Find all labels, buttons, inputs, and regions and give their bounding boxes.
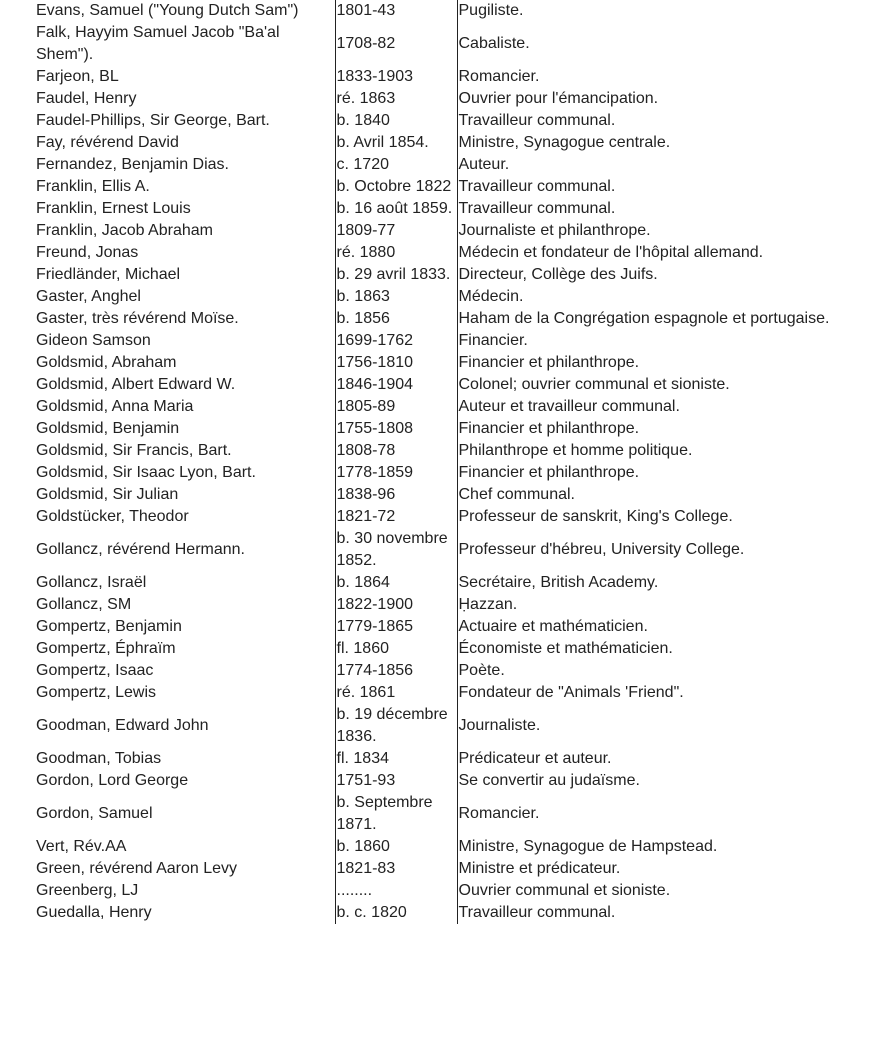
description-cell: Chef communal. (458, 486, 575, 503)
date-cell: 1822-1900 (335, 594, 457, 616)
name-cell: Farjeon, BL (36, 68, 119, 85)
name-cell: Franklin, Jacob Abraham (36, 222, 213, 239)
name-cell: Vert, Rév.AA (36, 838, 127, 855)
description-cell: Prédicateur et auteur. (458, 750, 612, 767)
name-cell: Falk, Hayyim Samuel Jacob "Ba'al Shem"). (36, 24, 280, 63)
description-cell: Ouvrier pour l'émancipation. (458, 90, 659, 107)
description-cell: Romancier. (458, 68, 540, 85)
description-cell: Financier et philanthrope. (458, 420, 640, 437)
date-cell: 1805-89 (335, 396, 457, 418)
name-cell: Gollancz, révérend Hermann. (36, 541, 245, 558)
name-cell: Goldsmid, Albert Edward W. (36, 376, 236, 393)
table-row (0, 528, 874, 572)
date-cell: 1833-1903 (335, 66, 457, 88)
description-cell: Cabaliste. (458, 35, 530, 52)
name-cell: Faudel-Phillips, Sir George, Bart. (36, 112, 270, 129)
name-cell: Gideon Samson (36, 332, 151, 349)
table-row (0, 242, 874, 264)
date-cell: 1809-77 (335, 220, 457, 242)
table-row (0, 704, 874, 748)
description-cell: Journaliste et philanthrope. (458, 222, 651, 239)
description-cell: Ministre, Synagogue centrale. (458, 134, 671, 151)
date-cell: ré. 1880 (335, 242, 457, 264)
description-cell: Journaliste. (458, 717, 541, 734)
table-row (0, 308, 874, 330)
description-cell: Colonel; ouvrier communal et sioniste. (458, 376, 730, 393)
table-row (0, 616, 874, 638)
date-cell: b. 1840 (335, 110, 457, 132)
description-cell: Auteur. (458, 156, 510, 173)
name-cell: Fernandez, Benjamin Dias. (36, 156, 229, 173)
table-row (0, 154, 874, 176)
date-cell: 1808-78 (335, 440, 457, 462)
name-cell: Franklin, Ernest Louis (36, 200, 191, 217)
name-cell: Gordon, Lord George (36, 772, 189, 789)
date-cell: b. 1856 (335, 308, 457, 330)
table-row (0, 396, 874, 418)
date-cell: b. c. 1820 (335, 902, 457, 924)
table-row (0, 110, 874, 132)
name-cell: Fay, révérend David (36, 134, 179, 151)
date-cell: 1755-1808 (335, 418, 457, 440)
description-cell: Ḥazzan. (458, 596, 518, 613)
date-cell: c. 1720 (335, 154, 457, 176)
date-cell: 1821-83 (335, 858, 457, 880)
date-cell: 1838-96 (335, 484, 457, 506)
name-cell: Goodman, Tobias (36, 750, 162, 767)
description-cell: Travailleur communal. (458, 200, 616, 217)
table-row (0, 220, 874, 242)
description-cell: Ouvrier communal et sioniste. (458, 882, 671, 899)
table-row (0, 462, 874, 484)
table-row (0, 880, 874, 902)
date-cell: 1821-72 (335, 506, 457, 528)
description-cell: Ministre, Synagogue de Hampstead. (458, 838, 718, 855)
table-row (0, 66, 874, 88)
description-cell: Économiste et mathématicien. (458, 640, 673, 657)
date-cell: ré. 1861 (335, 682, 457, 704)
description-cell: Professeur d'hébreu, University College. (458, 541, 745, 558)
name-cell: Goldstücker, Theodor (36, 508, 189, 525)
description-cell: Se convertir au judaïsme. (458, 772, 640, 789)
table-row (0, 836, 874, 858)
description-cell: Ministre et prédicateur. (458, 860, 621, 877)
date-cell: b. Octobre 1822 (335, 176, 457, 198)
date-cell: b. 1860 (335, 836, 457, 858)
date-cell: fl. 1860 (335, 638, 457, 660)
table-row (0, 484, 874, 506)
name-cell: Franklin, Ellis A. (36, 178, 150, 195)
table-row (0, 88, 874, 110)
date-cell: b. 16 août 1859. (335, 198, 457, 220)
description-cell: Travailleur communal. (458, 178, 616, 195)
name-cell: Green, révérend Aaron Levy (36, 860, 238, 877)
name-cell: Gompertz, Benjamin (36, 618, 182, 635)
description-cell: Haham de la Congrégation espagnole et portugaise. (458, 310, 830, 327)
name-cell: Friedländer, Michael (36, 266, 181, 283)
name-cell: Evans, Samuel ("Young Dutch Sam") (36, 2, 299, 19)
table-row (0, 770, 874, 792)
date-cell: 1846-1904 (335, 374, 457, 396)
table-row (0, 506, 874, 528)
name-cell: Goodman, Edward John (36, 717, 209, 734)
description-cell: Pugiliste. (458, 2, 524, 19)
description-cell: Poète. (458, 662, 505, 679)
table-row (0, 330, 874, 352)
date-cell: 1774-1856 (335, 660, 457, 682)
name-cell: Goldsmid, Anna Maria (36, 398, 194, 415)
date-cell: b. 1864 (335, 572, 457, 594)
date-cell: b. 29 avril 1833. (335, 264, 457, 286)
name-cell: Goldsmid, Sir Francis, Bart. (36, 442, 232, 459)
description-cell: Financier et philanthrope. (458, 464, 640, 481)
date-cell: 1708-82 (335, 22, 457, 66)
description-cell: Travailleur communal. (458, 112, 616, 129)
description-cell: Romancier. (458, 805, 540, 822)
description-cell: Directeur, Collège des Juifs. (458, 266, 658, 283)
name-cell: Gordon, Samuel (36, 805, 153, 822)
name-cell: Goldsmid, Benjamin (36, 420, 180, 437)
name-cell: Gompertz, Isaac (36, 662, 154, 679)
description-cell: Professeur de sanskrit, King's College. (458, 508, 733, 525)
date-cell: fl. 1834 (335, 748, 457, 770)
name-cell: Gollancz, SM (36, 596, 132, 613)
table-row (0, 858, 874, 880)
table-row (0, 22, 874, 66)
table-row (0, 440, 874, 462)
description-cell: Médecin et fondateur de l'hôpital allemand. (458, 244, 764, 261)
date-cell: 1779-1865 (335, 616, 457, 638)
description-cell: Travailleur communal. (458, 904, 616, 921)
table-row (0, 0, 874, 22)
table-row (0, 132, 874, 154)
table-row (0, 418, 874, 440)
description-cell: Financier et philanthrope. (458, 354, 640, 371)
table-row (0, 792, 874, 836)
date-cell: ........ (335, 880, 457, 902)
date-cell: 1778-1859 (335, 462, 457, 484)
name-cell: Goldsmid, Sir Julian (36, 486, 179, 503)
table-row (0, 572, 874, 594)
name-cell: Gompertz, Éphraïm (36, 640, 176, 657)
date-cell: b. Septembre 1871. (335, 792, 457, 836)
table-row (0, 638, 874, 660)
date-cell: ré. 1863 (335, 88, 457, 110)
name-cell: Goldsmid, Sir Isaac Lyon, Bart. (36, 464, 256, 481)
date-cell: b. 30 novembre 1852. (335, 528, 457, 572)
table-row (0, 594, 874, 616)
description-cell: Financier. (458, 332, 528, 349)
date-cell: b. 19 décembre 1836. (335, 704, 457, 748)
name-cell: Goldsmid, Abraham (36, 354, 177, 371)
table-row (0, 176, 874, 198)
name-cell: Guedalla, Henry (36, 904, 152, 921)
date-cell: 1801-43 (335, 0, 457, 22)
table-row (0, 286, 874, 308)
name-cell: Faudel, Henry (36, 90, 137, 107)
name-cell: Gaster, très révérend Moïse. (36, 310, 239, 327)
table-row (0, 198, 874, 220)
date-cell: 1751-93 (335, 770, 457, 792)
description-cell: Philanthrope et homme politique. (458, 442, 693, 459)
name-cell: Gollancz, Israël (36, 574, 147, 591)
description-cell: Auteur et travailleur communal. (458, 398, 680, 415)
name-cell: Gaster, Anghel (36, 288, 141, 305)
date-cell: 1699-1762 (335, 330, 457, 352)
date-cell: 1756-1810 (335, 352, 457, 374)
table-row (0, 902, 874, 924)
table-row (0, 660, 874, 682)
date-cell: b. Avril 1854. (335, 132, 457, 154)
description-cell: Actuaire et mathématicien. (458, 618, 648, 635)
name-cell: Greenberg, LJ (36, 882, 139, 899)
date-cell: b. 1863 (335, 286, 457, 308)
description-cell: Médecin. (458, 288, 524, 305)
table-row (0, 748, 874, 770)
table-row (0, 264, 874, 286)
name-cell: Gompertz, Lewis (36, 684, 157, 701)
description-cell: Fondateur de "Animals 'Friend". (458, 684, 684, 701)
table-row (0, 352, 874, 374)
name-cell: Freund, Jonas (36, 244, 139, 261)
table-row (0, 374, 874, 396)
table-row (0, 682, 874, 704)
description-cell: Secrétaire, British Academy. (458, 574, 659, 591)
